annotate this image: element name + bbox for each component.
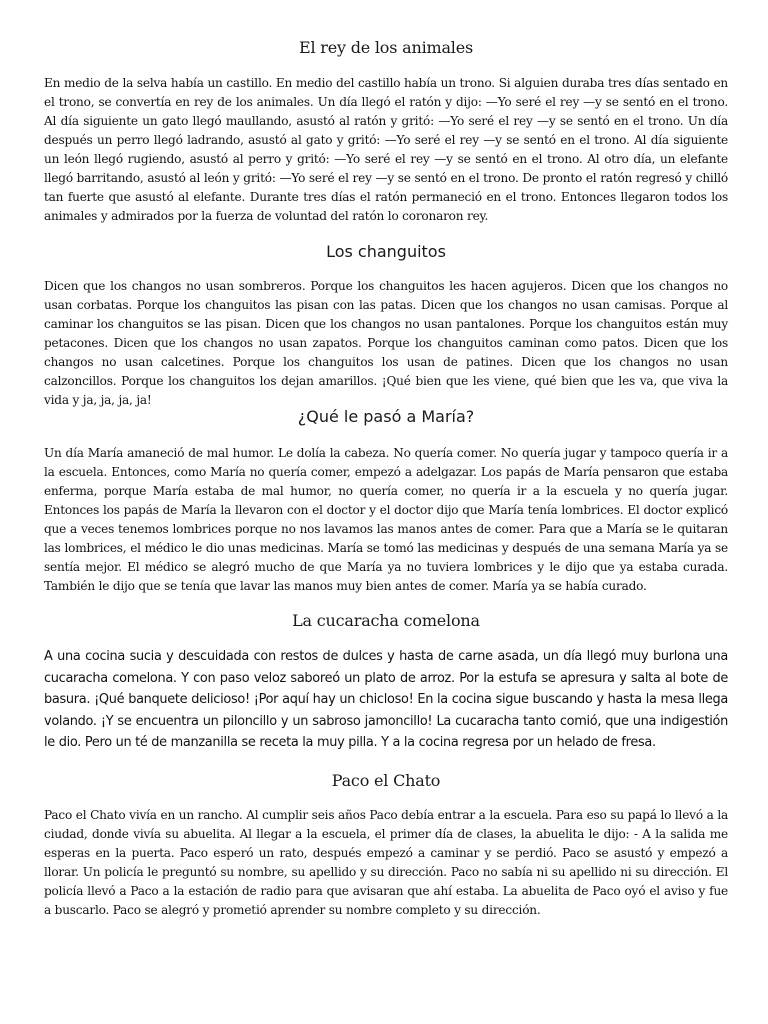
story-title-cucaracha: La cucaracha comelona bbox=[292, 611, 480, 630]
story-title-el-rey: El rey de los animales bbox=[298, 38, 474, 57]
story-body-el-rey: En medio de la selva había un castillo. En medio del castillo había un trono. Si alguien duraba tres días sentado en el trono, se convertía en rey de los animales. Un día llegó el ratón y dijo: —Yo seré el rey —y se sentó en el trono. Al día siguiente un gato llegó maullando, asustó al ratón y gritó: —Yo seré el rey —y se sentó en el trono. Un día después un perro llegó ladrando, asustó al gato y gritó: —Yo seré el rey —y se sentó en el trono. Al día siguiente un león llegó rugiendo, asustó al perro y gritó: —Yo seré el rey —y se sentó en el trono. Al otro día, un elefante llegó barritando, asustó al león y gritó: —Yo seré el rey —y se sentó en el trono. De pronto el ratón regresó y chilló tan fuerte que asustó al elefante. Durante tres días el ratón permaneció en el trono. Entonces llegaron todos los animales y admirados por la fuerza de voluntad del ratón lo coronaron rey. bbox=[44, 76, 728, 223]
story-title-changuitos: Los changuitos bbox=[326, 242, 446, 261]
story-body-cucaracha: A una cocina sucia y descuidada con restos de dulces y hasta de carne asada, un día llegó muy burlona una cucaracha comelona. Y con paso veloz saboreó un plato de arroz. Por la estufa se apresura y salta al bote de basura. ¡Qué banquete delicioso! ¡Por aquí hay un chicloso! En la cocina sigue buscando y hasta la mesa llega volando. ¡Y se encuentra un piloncillo y un sabroso jamoncillo! La cucaracha tanto comió, que una indigestión le dio. Pero un té de manzanilla se receta la muy pilla. Y a la cocina regresa por un helado de fresa. bbox=[44, 649, 728, 750]
story-title-paco: Paco el Chato bbox=[331, 771, 441, 790]
story-body-paco: Paco el Chato vivía en un rancho. Al cumplir seis años Paco debía entrar a la escuela. Para eso su papá lo llevó a la ciudad, donde vivía su abuelita. Al llegar a la escuela, el primer día de clases, la abuelita le dijo: - A la salida me esperas en la puerta. Paco esperó un rato, después empezó a caminar y se perdió. Paco se asustó y empezó a llorar. Un policía le preguntó su nombre, su apellido y su dirección. Paco no sabía ni su apellido ni su dirección. El policía llevó a Paco a la estación de radio para que avisaran que ahí estaba. La abuelita de Paco oyó el aviso y fue a buscarlo. Paco se alegró y prometió aprender su nombre completo y su dirección. bbox=[44, 808, 728, 917]
story-title-maria: ¿Qué le pasó a María? bbox=[297, 407, 475, 426]
story-body-changuitos: Dicen que los changos no usan sombreros. Porque los changuitos les hacen agujeros. Dicen que los changos no usan corbatas. Porque los changuitos las pisan con las patas. Dicen que los changos no usan camisas. Porque al caminar los changuitos se las pisan. Dicen que los changos no usan pantalones. Porque los changuitos están muy petacones. Dicen que los changos no usan zapatos. Porque los changuitos caminan como patos. Dicen que los changos no usan calcetines. Porque los changuitos los usan de patines. Dicen que los changos no usan calzoncillos. Porque los changuitos los dejan amarillos. ¡Qué bien que les viene, qué bien que les va, que viva la vida y ja, ja, ja, ja! bbox=[44, 279, 728, 407]
story-body-maria: Un día María amaneció de mal humor. Le dolía la cabeza. No quería comer. No quería jugar y tampoco quería ir a la escuela. Entonces, como María no quería comer, empezó a adelgazar. Los papás de María pensaron que estaba enferma, porque María estaba de mal humor, no quería comer, no quería ir a la escuela y no quería jugar. Entonces los papás de María la llevaron con el doctor y el doctor dijo que María tenía lombrices. El doctor explicó que a veces tenemos lombrices porque no nos lavamos las manos antes de comer. Para que a María se le quitaran las lombrices, el médico le dio unas medicinas. María se tomó las medicinas y después de una semana María ya se sentía mejor. El médico se alegró mucho de que María ya no tuviera lombrices y le dijo que ya estaba curada. También le dijo que se tenía que lavar las manos muy bien antes de comer. María ya se había curado. bbox=[44, 446, 728, 593]
